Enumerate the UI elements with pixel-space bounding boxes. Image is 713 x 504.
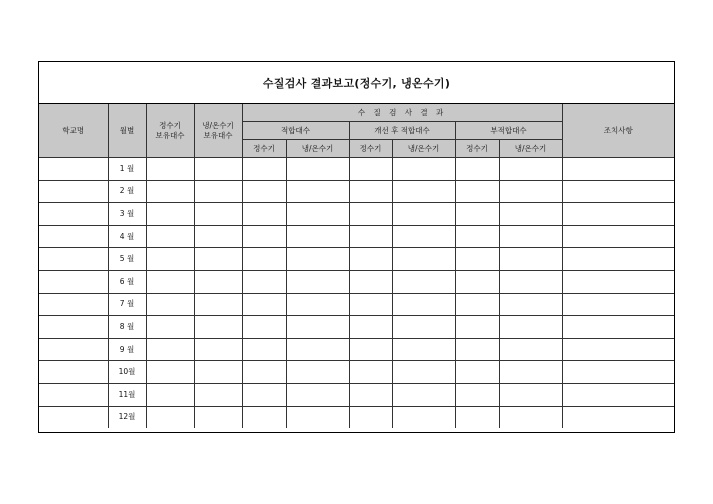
sub-header-suitable-purifier: 정수기 bbox=[242, 140, 286, 158]
col-header-improved-suitable: 개선 후 적합대수 bbox=[349, 122, 455, 140]
cell-unsuitable-purifier[interactable] bbox=[455, 338, 499, 361]
cell-month: 10월 bbox=[108, 361, 146, 384]
sub-header-unsuitable-cooler: 냉/온수기 bbox=[499, 140, 562, 158]
cell-unsuitable-purifier[interactable] bbox=[455, 225, 499, 248]
table-body bbox=[39, 158, 674, 429]
cell-suitable-cooler[interactable] bbox=[286, 225, 349, 248]
cell-purifier-owned[interactable] bbox=[146, 203, 194, 226]
cell-month: 5 월 bbox=[108, 248, 146, 271]
cell-improved-cooler[interactable] bbox=[392, 158, 455, 181]
col-header-cooler-owned bbox=[194, 104, 242, 158]
cell-school[interactable] bbox=[39, 293, 108, 316]
cell-suitable-cooler[interactable] bbox=[286, 248, 349, 271]
cell-cooler-owned[interactable] bbox=[194, 406, 242, 428]
report-table bbox=[39, 104, 674, 428]
col-header-unsuitable: 부적합대수 bbox=[455, 122, 562, 140]
cell-unsuitable-cooler[interactable] bbox=[499, 203, 562, 226]
cell-suitable-cooler[interactable] bbox=[286, 316, 349, 339]
table-row bbox=[39, 338, 674, 361]
cell-month: 1 월 bbox=[108, 158, 146, 181]
cell-school[interactable] bbox=[39, 383, 108, 406]
cell-month: 8 월 bbox=[108, 316, 146, 339]
cell-improved-cooler[interactable] bbox=[392, 406, 455, 428]
cell-month: 12월 bbox=[108, 406, 146, 428]
cell-action[interactable] bbox=[562, 225, 674, 248]
cell-cooler-owned[interactable] bbox=[194, 203, 242, 226]
col-header-purifier-owned-line2: 보유대수 bbox=[155, 130, 185, 140]
cell-improved-cooler[interactable] bbox=[392, 225, 455, 248]
cell-unsuitable-purifier[interactable] bbox=[455, 406, 499, 428]
cell-suitable-purifier[interactable] bbox=[242, 316, 286, 339]
cell-improved-purifier[interactable] bbox=[349, 270, 392, 293]
cell-purifier-owned[interactable] bbox=[146, 225, 194, 248]
sub-header-improved-purifier: 정수기 bbox=[349, 140, 392, 158]
cell-school[interactable] bbox=[39, 338, 108, 361]
cell-unsuitable-cooler[interactable] bbox=[499, 225, 562, 248]
cell-unsuitable-purifier[interactable] bbox=[455, 293, 499, 316]
cell-school[interactable] bbox=[39, 225, 108, 248]
col-header-cooler-owned-line2: 보유대수 bbox=[203, 130, 233, 140]
col-header-cooler-owned-line1: 냉/온수기 bbox=[202, 120, 234, 130]
cell-improved-purifier[interactable] bbox=[349, 158, 392, 181]
cell-purifier-owned[interactable] bbox=[146, 270, 194, 293]
cell-purifier-owned[interactable] bbox=[146, 180, 194, 203]
cell-purifier-owned[interactable] bbox=[146, 338, 194, 361]
cell-suitable-cooler[interactable] bbox=[286, 406, 349, 428]
cell-unsuitable-purifier[interactable] bbox=[455, 248, 499, 271]
cell-action[interactable] bbox=[562, 293, 674, 316]
cell-action[interactable] bbox=[562, 338, 674, 361]
cell-purifier-owned[interactable] bbox=[146, 406, 194, 428]
cell-purifier-owned[interactable] bbox=[146, 361, 194, 384]
cell-unsuitable-cooler[interactable] bbox=[499, 338, 562, 361]
cell-action[interactable] bbox=[562, 203, 674, 226]
cell-suitable-purifier[interactable] bbox=[242, 225, 286, 248]
cell-improved-cooler[interactable] bbox=[392, 293, 455, 316]
cell-improved-purifier[interactable] bbox=[349, 225, 392, 248]
table-row bbox=[39, 225, 674, 248]
cell-month: 6 월 bbox=[108, 270, 146, 293]
cell-improved-purifier[interactable] bbox=[349, 248, 392, 271]
cell-action[interactable] bbox=[562, 270, 674, 293]
cell-school[interactable] bbox=[39, 316, 108, 339]
cell-cooler-owned[interactable] bbox=[194, 361, 242, 384]
col-header-action: 조치사항 bbox=[562, 104, 674, 158]
cell-suitable-cooler[interactable] bbox=[286, 383, 349, 406]
cell-month: 7 월 bbox=[108, 293, 146, 316]
sub-header-improved-cooler: 냉/온수기 bbox=[392, 140, 455, 158]
cell-improved-cooler[interactable] bbox=[392, 361, 455, 384]
cell-unsuitable-purifier[interactable] bbox=[455, 383, 499, 406]
cell-unsuitable-cooler[interactable] bbox=[499, 316, 562, 339]
sub-header-unsuitable-purifier: 정수기 bbox=[455, 140, 499, 158]
table-row bbox=[39, 248, 674, 271]
cell-suitable-purifier[interactable] bbox=[242, 406, 286, 428]
cell-suitable-cooler[interactable] bbox=[286, 270, 349, 293]
table-row bbox=[39, 158, 674, 181]
cell-improved-purifier[interactable] bbox=[349, 180, 392, 203]
cell-unsuitable-purifier[interactable] bbox=[455, 203, 499, 226]
cell-unsuitable-purifier[interactable] bbox=[455, 270, 499, 293]
cell-improved-purifier[interactable] bbox=[349, 361, 392, 384]
cell-unsuitable-purifier[interactable] bbox=[455, 158, 499, 181]
cell-suitable-purifier[interactable] bbox=[242, 180, 286, 203]
cell-cooler-owned[interactable] bbox=[194, 293, 242, 316]
cell-purifier-owned[interactable] bbox=[146, 158, 194, 181]
cell-month: 3 월 bbox=[108, 203, 146, 226]
table-row bbox=[39, 316, 674, 339]
cell-school[interactable] bbox=[39, 180, 108, 203]
cell-improved-purifier[interactable] bbox=[349, 383, 392, 406]
cell-cooler-owned[interactable] bbox=[194, 248, 242, 271]
cell-suitable-purifier[interactable] bbox=[242, 383, 286, 406]
cell-action[interactable] bbox=[562, 316, 674, 339]
cell-school[interactable] bbox=[39, 406, 108, 428]
col-header-purifier-owned bbox=[146, 104, 194, 158]
cell-school[interactable] bbox=[39, 361, 108, 384]
cell-purifier-owned[interactable] bbox=[146, 383, 194, 406]
cell-suitable-purifier[interactable] bbox=[242, 203, 286, 226]
col-header-purifier-owned-line1: 정수기 bbox=[159, 120, 181, 130]
cell-improved-cooler[interactable] bbox=[392, 180, 455, 203]
cell-cooler-owned[interactable] bbox=[194, 158, 242, 181]
cell-improved-purifier[interactable] bbox=[349, 406, 392, 428]
cell-month: 9 월 bbox=[108, 338, 146, 361]
cell-improved-purifier[interactable] bbox=[349, 293, 392, 316]
cell-suitable-purifier[interactable] bbox=[242, 270, 286, 293]
cell-action[interactable] bbox=[562, 180, 674, 203]
form-title: 수질검사 결과보고(정수기, 냉온수기) bbox=[39, 62, 674, 104]
cell-improved-cooler[interactable] bbox=[392, 248, 455, 271]
cell-suitable-purifier[interactable] bbox=[242, 158, 286, 181]
cell-improved-purifier[interactable] bbox=[349, 338, 392, 361]
cell-suitable-cooler[interactable] bbox=[286, 158, 349, 181]
cell-suitable-cooler[interactable] bbox=[286, 203, 349, 226]
cell-suitable-purifier[interactable] bbox=[242, 248, 286, 271]
sub-header-suitable-cooler: 냉/온수기 bbox=[286, 140, 349, 158]
cell-month: 4 월 bbox=[108, 225, 146, 248]
cell-unsuitable-cooler[interactable] bbox=[499, 248, 562, 271]
table-row bbox=[39, 406, 674, 428]
cell-suitable-purifier[interactable] bbox=[242, 293, 286, 316]
cell-action[interactable] bbox=[562, 383, 674, 406]
cell-unsuitable-purifier[interactable] bbox=[455, 180, 499, 203]
cell-school[interactable] bbox=[39, 248, 108, 271]
cell-improved-purifier[interactable] bbox=[349, 203, 392, 226]
cell-cooler-owned[interactable] bbox=[194, 225, 242, 248]
cell-suitable-cooler[interactable] bbox=[286, 361, 349, 384]
cell-improved-purifier[interactable] bbox=[349, 316, 392, 339]
cell-unsuitable-cooler[interactable] bbox=[499, 406, 562, 428]
table-row bbox=[39, 293, 674, 316]
cell-school[interactable] bbox=[39, 270, 108, 293]
cell-cooler-owned[interactable] bbox=[194, 316, 242, 339]
cell-cooler-owned[interactable] bbox=[194, 383, 242, 406]
cell-cooler-owned[interactable] bbox=[194, 180, 242, 203]
cell-cooler-owned[interactable] bbox=[194, 270, 242, 293]
cell-action[interactable] bbox=[562, 361, 674, 384]
cell-unsuitable-purifier[interactable] bbox=[455, 316, 499, 339]
report-form bbox=[38, 61, 675, 433]
col-header-month: 월별 bbox=[108, 104, 146, 158]
cell-suitable-cooler[interactable] bbox=[286, 180, 349, 203]
cell-cooler-owned[interactable] bbox=[194, 338, 242, 361]
cell-suitable-cooler[interactable] bbox=[286, 338, 349, 361]
cell-action[interactable] bbox=[562, 248, 674, 271]
cell-improved-cooler[interactable] bbox=[392, 270, 455, 293]
table-row bbox=[39, 270, 674, 293]
col-header-school: 학교명 bbox=[39, 104, 108, 158]
cell-month: 11월 bbox=[108, 383, 146, 406]
cell-unsuitable-cooler[interactable] bbox=[499, 383, 562, 406]
cell-unsuitable-cooler[interactable] bbox=[499, 293, 562, 316]
cell-improved-cooler[interactable] bbox=[392, 338, 455, 361]
cell-unsuitable-cooler[interactable] bbox=[499, 180, 562, 203]
col-header-result-group: 수 질 검 사 결 과 bbox=[242, 104, 562, 122]
cell-purifier-owned[interactable] bbox=[146, 316, 194, 339]
cell-purifier-owned[interactable] bbox=[146, 248, 194, 271]
cell-school[interactable] bbox=[39, 203, 108, 226]
cell-improved-cooler[interactable] bbox=[392, 203, 455, 226]
cell-unsuitable-cooler[interactable] bbox=[499, 361, 562, 384]
cell-suitable-cooler[interactable] bbox=[286, 293, 349, 316]
cell-unsuitable-cooler[interactable] bbox=[499, 270, 562, 293]
cell-unsuitable-purifier[interactable] bbox=[455, 361, 499, 384]
cell-school[interactable] bbox=[39, 158, 108, 181]
cell-improved-cooler[interactable] bbox=[392, 316, 455, 339]
cell-action[interactable] bbox=[562, 158, 674, 181]
cell-unsuitable-cooler[interactable] bbox=[499, 158, 562, 181]
cell-suitable-purifier[interactable] bbox=[242, 361, 286, 384]
cell-month: 2 월 bbox=[108, 180, 146, 203]
table-row bbox=[39, 383, 674, 406]
table-row bbox=[39, 203, 674, 226]
cell-action[interactable] bbox=[562, 406, 674, 428]
table-row bbox=[39, 180, 674, 203]
cell-improved-cooler[interactable] bbox=[392, 383, 455, 406]
cell-purifier-owned[interactable] bbox=[146, 293, 194, 316]
table-row bbox=[39, 361, 674, 384]
col-header-suitable: 적합대수 bbox=[242, 122, 349, 140]
cell-suitable-purifier[interactable] bbox=[242, 338, 286, 361]
